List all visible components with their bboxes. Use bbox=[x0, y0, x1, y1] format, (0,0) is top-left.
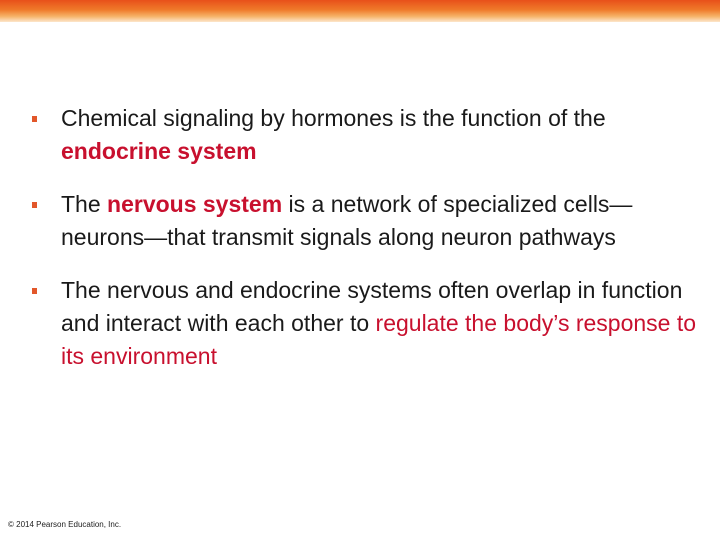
bullet-list bbox=[32, 102, 702, 393]
bullet-item-endocrine bbox=[32, 102, 702, 168]
bullet-square-icon bbox=[32, 202, 37, 208]
endocrine-system-term: endocrine system bbox=[61, 138, 257, 164]
header-gradient-bar bbox=[0, 0, 720, 22]
bullet-text-continued: is a network of specialized cells—neurons—that transmit signals along neuron pathways bbox=[61, 191, 633, 250]
regulate-response-phrase: regulate the body’s response to its environment bbox=[61, 310, 697, 369]
bullet-text: The bbox=[61, 191, 108, 217]
nervous-system-term: nervous system bbox=[107, 191, 283, 217]
bullet-square-icon bbox=[32, 116, 37, 122]
bullet-item-nervous bbox=[32, 188, 702, 254]
bullet-text: The nervous and endocrine systems often overlap in function and interact with each other to bbox=[61, 277, 683, 336]
bullet-item-overlap bbox=[32, 274, 702, 373]
bullet-square-icon bbox=[32, 288, 37, 294]
bullet-text: Chemical signaling by hormones is the function of the bbox=[61, 105, 606, 131]
copyright-notice: © 2014 Pearson Education, Inc. bbox=[8, 520, 122, 529]
